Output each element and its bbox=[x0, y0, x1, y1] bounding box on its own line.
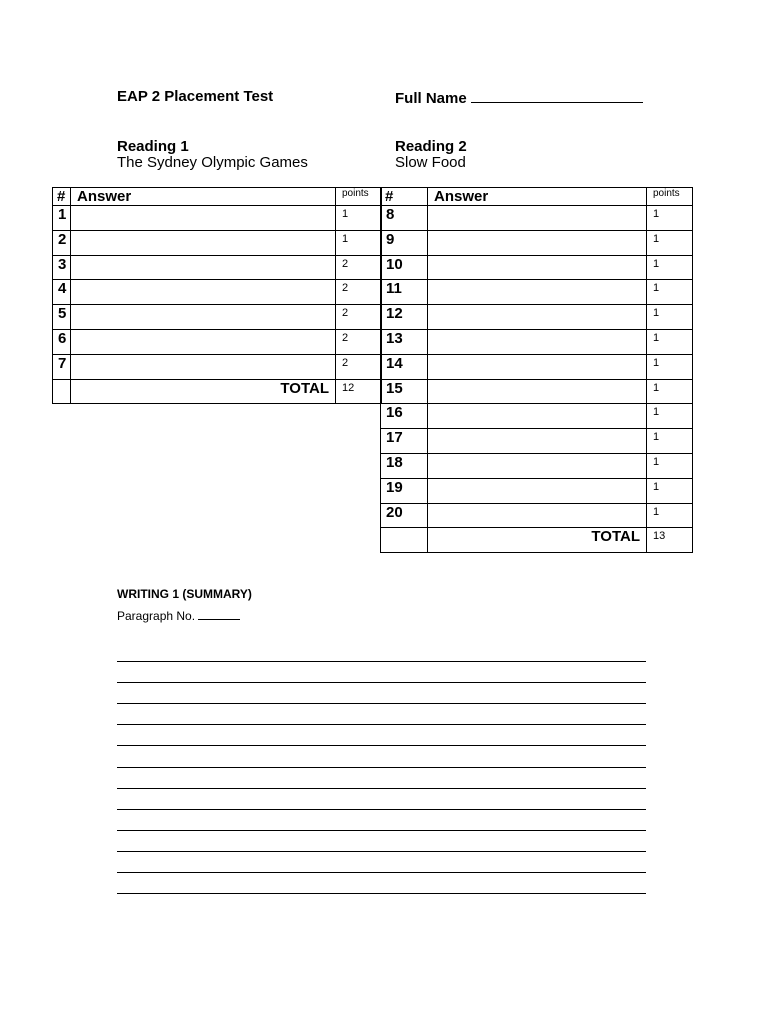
answer-cell[interactable] bbox=[71, 305, 336, 330]
total-label: TOTAL bbox=[428, 528, 647, 553]
points-value: 1 bbox=[647, 404, 693, 429]
points-value: 1 bbox=[647, 453, 693, 478]
writing-title: WRITING 1 (SUMMARY) bbox=[117, 587, 252, 601]
question-number: 12 bbox=[381, 305, 428, 330]
table-row bbox=[53, 354, 382, 379]
answer-cell[interactable] bbox=[428, 478, 647, 503]
table-row bbox=[53, 230, 382, 255]
writing-line[interactable] bbox=[117, 767, 646, 768]
paragraph-number-blank[interactable] bbox=[198, 608, 240, 620]
answer-cell[interactable] bbox=[428, 453, 647, 478]
question-number: 14 bbox=[381, 354, 428, 379]
reading1-subtitle: The Sydney Olympic Games bbox=[117, 154, 308, 171]
answer-cell[interactable] bbox=[428, 329, 647, 354]
writing-line[interactable] bbox=[117, 830, 646, 831]
question-number: 11 bbox=[381, 280, 428, 305]
points-value: 1 bbox=[647, 379, 693, 404]
full-name-field[interactable] bbox=[395, 88, 643, 107]
question-number: 9 bbox=[381, 230, 428, 255]
points-value: 2 bbox=[336, 255, 382, 280]
writing-line[interactable] bbox=[117, 851, 646, 852]
question-number: 13 bbox=[381, 329, 428, 354]
table-header-row bbox=[381, 188, 693, 206]
reading1-title: Reading 1 bbox=[117, 138, 189, 155]
table-row bbox=[381, 280, 693, 305]
answer-cell[interactable] bbox=[428, 206, 647, 231]
table-row bbox=[381, 305, 693, 330]
question-number: 17 bbox=[381, 429, 428, 454]
paragraph-number-label: Paragraph No. bbox=[117, 609, 196, 623]
total-blank-cell bbox=[381, 528, 428, 553]
table-row bbox=[53, 206, 382, 231]
points-value: 1 bbox=[647, 255, 693, 280]
reading2-title: Reading 2 bbox=[395, 138, 467, 155]
answer-cell[interactable] bbox=[71, 230, 336, 255]
reading1-answer-table bbox=[52, 187, 382, 404]
total-row bbox=[53, 379, 382, 404]
points-value: 1 bbox=[647, 280, 693, 305]
question-number: 20 bbox=[381, 503, 428, 528]
table-row bbox=[381, 453, 693, 478]
table-row bbox=[53, 280, 382, 305]
table-row bbox=[381, 503, 693, 528]
writing-line[interactable] bbox=[117, 872, 646, 873]
answer-cell[interactable] bbox=[71, 354, 336, 379]
points-value: 1 bbox=[647, 206, 693, 231]
table-row bbox=[381, 230, 693, 255]
answer-cell[interactable] bbox=[71, 206, 336, 231]
answer-cell[interactable] bbox=[428, 280, 647, 305]
table-row bbox=[381, 206, 693, 231]
question-number: 16 bbox=[381, 404, 428, 429]
table-row bbox=[381, 329, 693, 354]
total-row bbox=[381, 528, 693, 553]
col-answer-header: Answer bbox=[71, 188, 336, 206]
writing-line[interactable] bbox=[117, 893, 646, 894]
table-row bbox=[53, 329, 382, 354]
writing-line[interactable] bbox=[117, 809, 646, 810]
total-blank-cell bbox=[53, 379, 71, 404]
writing-line[interactable] bbox=[117, 661, 646, 662]
full-name-label: Full Name bbox=[395, 90, 467, 107]
col-answer-header: Answer bbox=[428, 188, 647, 206]
answer-cell[interactable] bbox=[71, 280, 336, 305]
points-value: 1 bbox=[647, 329, 693, 354]
points-value: 2 bbox=[336, 305, 382, 330]
points-value: 1 bbox=[647, 478, 693, 503]
table-row bbox=[381, 429, 693, 454]
table-row bbox=[381, 379, 693, 404]
col-hash-header: # bbox=[381, 188, 428, 206]
writing-line[interactable] bbox=[117, 788, 646, 789]
question-number: 3 bbox=[53, 255, 71, 280]
test-title: EAP 2 Placement Test bbox=[117, 88, 274, 105]
table-row bbox=[381, 354, 693, 379]
col-points-header: points bbox=[647, 188, 693, 206]
reading2-answer-table bbox=[380, 187, 693, 553]
total-points: 13 bbox=[647, 528, 693, 553]
table-header-row bbox=[53, 188, 382, 206]
points-value: 2 bbox=[336, 280, 382, 305]
answer-cell[interactable] bbox=[428, 379, 647, 404]
question-number: 2 bbox=[53, 230, 71, 255]
points-value: 1 bbox=[647, 429, 693, 454]
points-value: 1 bbox=[336, 206, 382, 231]
answer-cell[interactable] bbox=[428, 429, 647, 454]
writing-line[interactable] bbox=[117, 724, 646, 725]
question-number: 7 bbox=[53, 354, 71, 379]
question-number: 15 bbox=[381, 379, 428, 404]
answer-cell[interactable] bbox=[71, 255, 336, 280]
table-row bbox=[381, 404, 693, 429]
writing-line[interactable] bbox=[117, 703, 646, 704]
table-row bbox=[53, 255, 382, 280]
total-label: TOTAL bbox=[71, 379, 336, 404]
col-points-header: points bbox=[336, 188, 382, 206]
full-name-blank[interactable] bbox=[471, 88, 643, 103]
col-hash-header: # bbox=[53, 188, 71, 206]
answer-cell[interactable] bbox=[428, 354, 647, 379]
answer-cell[interactable] bbox=[428, 255, 647, 280]
points-value: 1 bbox=[647, 305, 693, 330]
answer-cell[interactable] bbox=[71, 329, 336, 354]
question-number: 1 bbox=[53, 206, 71, 231]
table-row bbox=[381, 255, 693, 280]
table-row bbox=[381, 478, 693, 503]
answer-cell[interactable] bbox=[428, 404, 647, 429]
writing-line[interactable] bbox=[117, 745, 646, 746]
question-number: 4 bbox=[53, 280, 71, 305]
table-row bbox=[53, 305, 382, 330]
question-number: 19 bbox=[381, 478, 428, 503]
question-number: 10 bbox=[381, 255, 428, 280]
points-value: 1 bbox=[647, 503, 693, 528]
points-value: 2 bbox=[336, 354, 382, 379]
writing-line[interactable] bbox=[117, 682, 646, 683]
points-value: 1 bbox=[336, 230, 382, 255]
answer-cell[interactable] bbox=[428, 230, 647, 255]
reading2-subtitle: Slow Food bbox=[395, 154, 466, 171]
answer-cell[interactable] bbox=[428, 503, 647, 528]
points-value: 2 bbox=[336, 329, 382, 354]
question-number: 18 bbox=[381, 453, 428, 478]
question-number: 8 bbox=[381, 206, 428, 231]
paragraph-number-field[interactable] bbox=[117, 608, 240, 623]
total-points: 12 bbox=[336, 379, 382, 404]
answer-cell[interactable] bbox=[428, 305, 647, 330]
question-number: 6 bbox=[53, 329, 71, 354]
points-value: 1 bbox=[647, 230, 693, 255]
question-number: 5 bbox=[53, 305, 71, 330]
points-value: 1 bbox=[647, 354, 693, 379]
